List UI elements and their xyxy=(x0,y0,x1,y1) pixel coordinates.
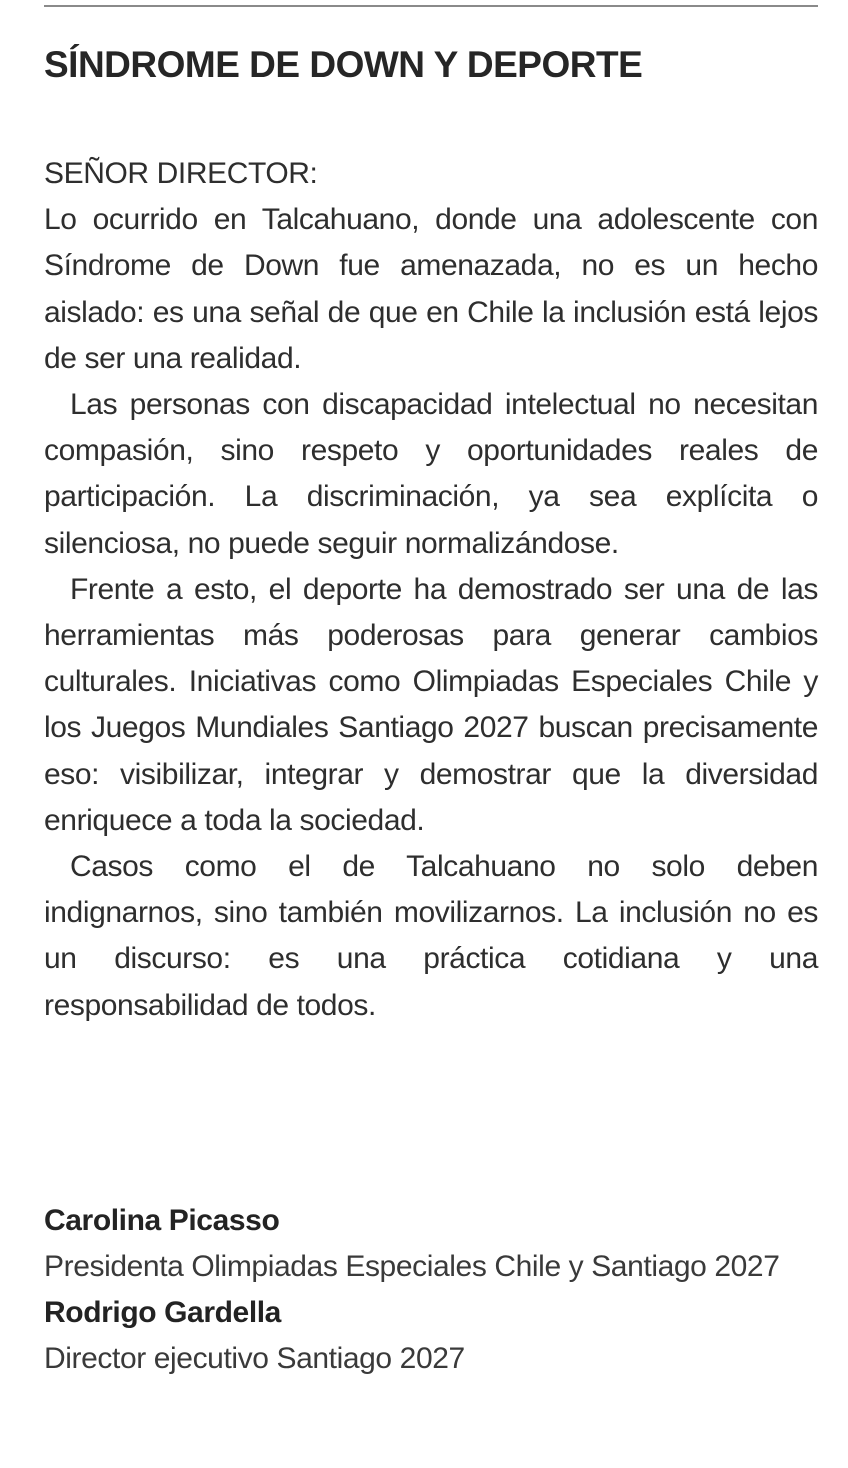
signer-name: Carolina Picasso xyxy=(44,1204,280,1237)
signer-role: Director ejecutivo Santiago 2027 xyxy=(44,1342,465,1375)
letter-salutation: SEÑOR DIRECTOR: xyxy=(44,157,318,190)
letter-headline: SÍNDROME DE DOWN Y DEPORTE xyxy=(44,44,643,85)
signature-block xyxy=(44,1198,818,1382)
letter-paragraph-2: Las personas con discapacidad intelectual no necesitan compasión, sino respeto y oportunidades reales de participación. La discriminación, ya sea explícita o silenciosa, no puede seguir normalizándose. xyxy=(44,388,818,560)
letter-body xyxy=(44,151,818,1029)
letter-paragraph-3: Frente a esto, el deporte ha demostrado ser una de las herramientas más poderosas para generar cambios culturales. Iniciativas como Olimpiadas Especiales Chile y los Juegos Mundiales Santiago 2027 buscan precisamente eso: visibilizar, integrar y demostrar que la diversidad enriquece a toda la sociedad. xyxy=(44,572,818,837)
signer-name: Rodrigo Gardella xyxy=(44,1296,281,1329)
signer-role: Presidenta Olimpiadas Especiales Chile y Santiago 2027 xyxy=(44,1250,780,1283)
letter-paragraph-1: Lo ocurrido en Talcahuano, donde una adolescente con Síndrome de Down fue amenazada, no es un hecho aislado: es una señal de que en Chile la inclusión está lejos de ser una realidad. xyxy=(44,203,818,375)
letter-paragraph-4: Casos como el de Talcahuano no solo deben indignarnos, sino también movilizarnos. La inclusión no es un discurso: es una práctica cotidiana y una responsabilidad de todos. xyxy=(44,850,818,1022)
top-divider xyxy=(44,5,818,7)
